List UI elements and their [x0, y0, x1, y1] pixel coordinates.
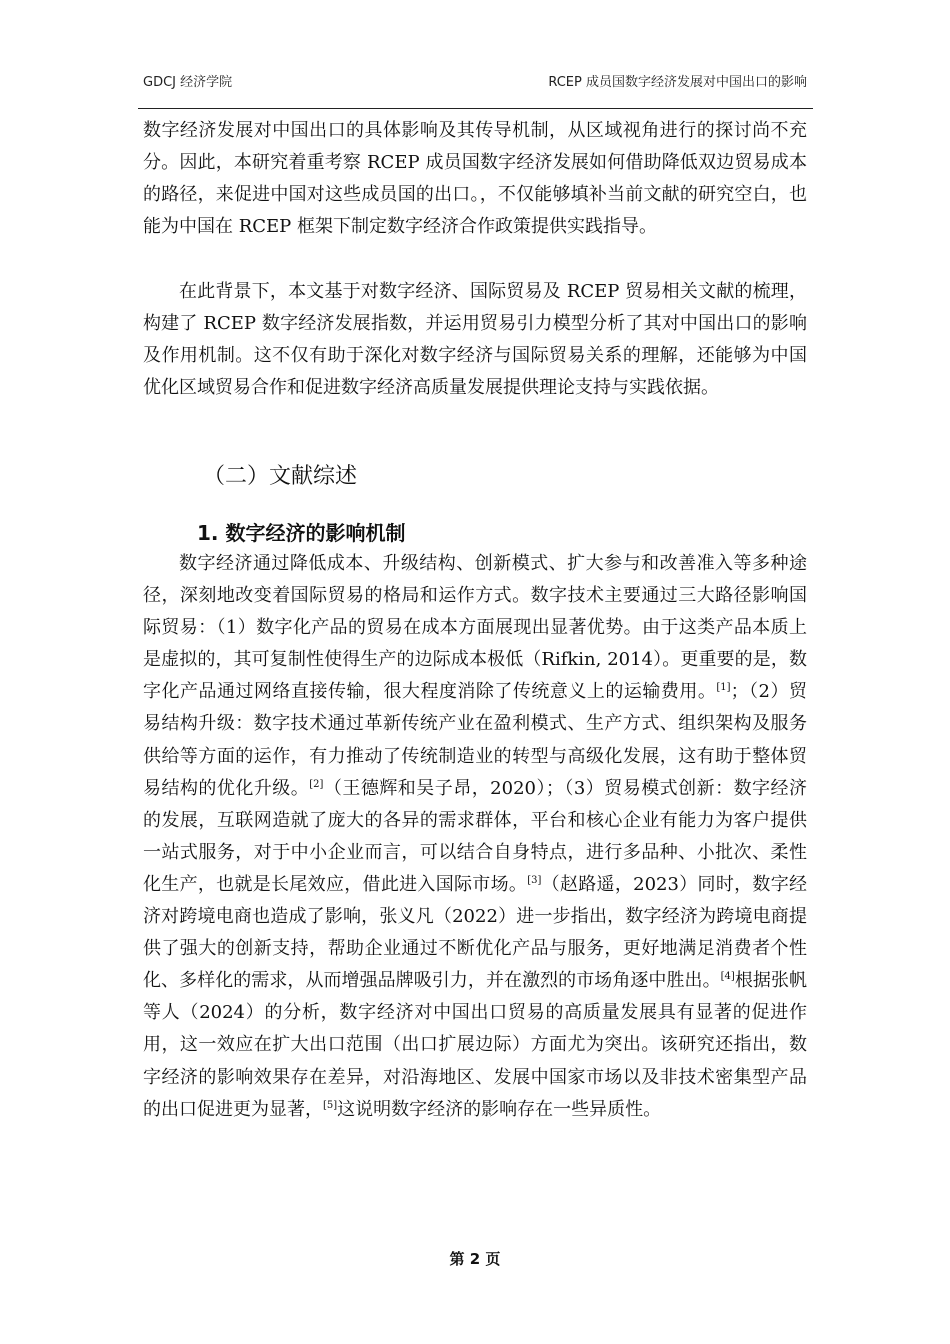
paragraph-text-segment: 根据张帆等人（2024）的分析，数字经济对中国出口贸易的高质量发展具有显著的促进作用，这一效应在扩大出口范围（出口扩展边际）方面尤为突出。该研究还指出，数字经济的影响效果存在差异，对沿海地区、发展中国家市场以及非技术密集型产品的出口促进更为显著， — [143, 970, 807, 1120]
section-heading: （二）文献综述 — [203, 464, 358, 489]
header-school-name: GDCJ 经济学院 — [143, 75, 233, 90]
paragraph-text-segment: 数字经济通过降低成本、升级结构、创新模式、扩大参与和改善准入等多种途径，深刻地改变着国际贸易的格局和运作方式。数字技术主要通过三大路径影响国际贸易：（1）数字化产品的贸易在成本方面展现出显著优势。由于这类产品本质上是虚拟的，其可复制性使得生产的边际成本极低（Rifkin, 2014）。更重要的是，数字化产品通过网络直接传输，很大程度消除了传统意义上的运输费用。 — [143, 553, 807, 703]
body-paragraph-1: 数字经济发展对中国出口的具体影响及其传导机制，从区域视角进行的探讨尚不充分。因此，本研究着重考察 RCEP 成员国数字经济发展如何借助降低双边贸易成本的路径，来促进中国对这些成员国的出口。，不仅能够填补当前文献的研究空白，也能为中国在 RCEP 框架下制定数字经济合作政策提供实践指导。 — [143, 120, 807, 237]
header-paper-title: RCEP 成员国数字经济发展对中国出口的影响 — [548, 75, 807, 90]
paragraph-text-segment: ；（2）贸易结构升级：数字技术通过革新传统产业在盈利模式、生产方式、组织架构及服务供给等方面的运作，有力推动了传统制造业的转型与高级化发展，这有助于整体贸易结构的优化升级。 — [143, 681, 808, 799]
citation-ref-2: [2] — [309, 778, 324, 790]
subsection-heading: 1. 数字经济的影响机制 — [197, 521, 406, 545]
citation-ref-3: [3] — [527, 874, 542, 886]
citation-ref-1: [1] — [716, 682, 731, 694]
paragraph-text-segment: 这说明数字经济的影响存在一些异质性。 — [337, 1098, 662, 1120]
paragraph-text-segment: （赵路遥，2023）同时，数字经济对跨境电商也造成了影响，张义凡（2022）进一步指出，数字经济为跨境电商提供了强大的创新支持，帮助企业通过不断优化产品与服务，更好地满足消费者个性化、多样化的需求，从而增强品牌吸引力，并在激烈的市场角逐中胜出。 — [143, 873, 807, 992]
header-divider — [138, 108, 813, 109]
paragraph-text-segment: （王德辉和吴子昂，2020）；（3）贸易模式创新：数字经济的发展，互联网造就了庞大的各异的需求群体，平台和核心企业有能力为客户提供一站式服务，对于中小企业而言，可以结合自身特点，进行多品种、小批次、柔性化生产，也就是长尾效应，借此进入国际市场。 — [143, 777, 807, 895]
body-paragraph-3 — [143, 548, 807, 1126]
citation-ref-4: [4] — [720, 971, 735, 983]
citation-ref-5: [5] — [323, 1099, 338, 1111]
page-number: 第 2 页 — [449, 1250, 501, 1268]
body-paragraph-2: 在此背景下，本文基于对数字经济、国际贸易及 RCEP 贸易相关文献的梳理，构建了 RCEP 数字经济发展指数，并运用贸易引力模型分析了其对中国出口的影响及作用机制。这不仅有助于深化对数字经济与国际贸易关系的理解，还能够为中国优化区域贸易合作和促进数字经济高质量发展提供理论支持与实践依据。 — [143, 281, 807, 398]
